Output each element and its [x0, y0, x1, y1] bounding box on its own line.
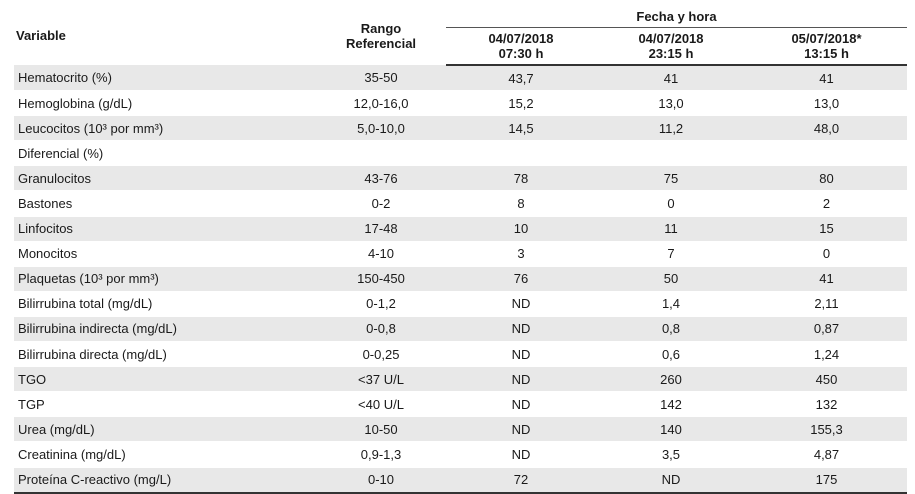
cell-variable: Bilirrubina directa (mg/dL): [14, 342, 316, 367]
cell-value-3: 2,11: [746, 291, 907, 316]
cell-value-3: 1,24: [746, 342, 907, 367]
cell-value-1: 8: [446, 191, 596, 216]
cell-value-2: 50: [596, 266, 746, 291]
cell-value-2: 0: [596, 191, 746, 216]
cell-value-2: 11: [596, 216, 746, 241]
header-variable: Variable: [14, 6, 316, 66]
cell-rango: 0-10: [316, 467, 446, 493]
table-row: [14, 116, 907, 141]
cell-value-1: 76: [446, 266, 596, 291]
lab-results-table: [14, 5, 907, 494]
header-date-1-time: 07:30 h: [498, 46, 544, 61]
cell-value-2: 260: [596, 367, 746, 392]
cell-rango: 150-450: [316, 266, 446, 291]
cell-value-3: 48,0: [746, 116, 907, 141]
cell-value-1: ND: [446, 442, 596, 467]
table-row: [14, 266, 907, 291]
header-rango-line2: Referencial: [345, 35, 417, 51]
cell-value-3: 155,3: [746, 417, 907, 442]
cell-rango: 0-0,8: [316, 316, 446, 341]
cell-rango: 4-10: [316, 241, 446, 266]
cell-value-3: 80: [746, 166, 907, 191]
cell-value-3: [746, 141, 907, 166]
cell-value-3: 15: [746, 216, 907, 241]
table-row: [14, 291, 907, 316]
cell-value-2: 41: [596, 65, 746, 91]
cell-value-1: 10: [446, 216, 596, 241]
cell-value-2: 75: [596, 166, 746, 191]
header-rango-line1: Rango: [360, 20, 402, 36]
cell-value-3: 0,87: [746, 316, 907, 341]
cell-value-3: 4,87: [746, 442, 907, 467]
cell-variable: Bilirrubina indirecta (mg/dL): [14, 316, 316, 341]
cell-value-1: 3: [446, 241, 596, 266]
cell-value-1: 43,7: [446, 65, 596, 91]
cell-value-1: ND: [446, 316, 596, 341]
cell-rango: 12,0-16,0: [316, 91, 446, 116]
cell-rango: 43-76: [316, 166, 446, 191]
cell-value-3: 2: [746, 191, 907, 216]
table-header: [14, 6, 907, 66]
cell-rango: <37 U/L: [316, 367, 446, 392]
header-date-2-date: 04/07/2018: [638, 31, 704, 46]
cell-value-2: 1,4: [596, 291, 746, 316]
cell-value-2: 140: [596, 417, 746, 442]
cell-variable: TGP: [14, 392, 316, 417]
header-fecha-hora: Fecha y hora: [446, 6, 907, 28]
cell-value-1: ND: [446, 367, 596, 392]
cell-variable: TGO: [14, 367, 316, 392]
cell-variable: Creatinina (mg/dL): [14, 442, 316, 467]
table-row: [14, 141, 907, 166]
table-row: [14, 241, 907, 266]
cell-value-3: 41: [746, 266, 907, 291]
cell-variable: Monocitos: [14, 241, 316, 266]
cell-value-1: ND: [446, 417, 596, 442]
cell-value-3: 175: [746, 467, 907, 493]
cell-value-2: 142: [596, 392, 746, 417]
cell-variable: Bastones: [14, 191, 316, 216]
table-row: [14, 417, 907, 442]
table-row: [14, 467, 907, 493]
cell-rango: 35-50: [316, 65, 446, 91]
cell-value-3: 450: [746, 367, 907, 392]
cell-rango: 10-50: [316, 417, 446, 442]
header-date-2: [596, 28, 746, 66]
table-row: [14, 65, 907, 91]
cell-rango: 5,0-10,0: [316, 116, 446, 141]
cell-variable: Proteína C-reactivo (mg/L): [14, 467, 316, 493]
table-row: [14, 166, 907, 191]
cell-variable: Leucocitos (10³ por mm³): [14, 116, 316, 141]
cell-value-3: 41: [746, 65, 907, 91]
cell-value-1: ND: [446, 392, 596, 417]
cell-value-2: 0,8: [596, 316, 746, 341]
cell-value-1: ND: [446, 342, 596, 367]
cell-variable: Bilirrubina total (mg/dL): [14, 291, 316, 316]
cell-value-3: 0: [746, 241, 907, 266]
cell-variable: Diferencial (%): [14, 141, 316, 166]
cell-value-2: [596, 141, 746, 166]
header-date-2-time: 23:15 h: [648, 46, 694, 61]
table-row: [14, 216, 907, 241]
table-row: [14, 442, 907, 467]
header-date-3: [746, 28, 907, 66]
cell-value-3: 13,0: [746, 91, 907, 116]
cell-value-1: 72: [446, 467, 596, 493]
cell-value-1: 14,5: [446, 116, 596, 141]
header-date-3-time: 13:15 h: [804, 46, 849, 61]
cell-value-1: 15,2: [446, 91, 596, 116]
cell-rango: [316, 141, 446, 166]
cell-value-1: ND: [446, 291, 596, 316]
table-row: [14, 392, 907, 417]
cell-variable: Plaquetas (10³ por mm³): [14, 266, 316, 291]
cell-variable: Hemoglobina (g/dL): [14, 91, 316, 116]
header-date-3-date: 05/07/2018*: [791, 31, 862, 46]
cell-rango: 0-1,2: [316, 291, 446, 316]
cell-variable: Hematocrito (%): [14, 65, 316, 91]
cell-rango: 0-2: [316, 191, 446, 216]
cell-rango: <40 U/L: [316, 392, 446, 417]
table-row: [14, 367, 907, 392]
cell-value-2: 3,5: [596, 442, 746, 467]
cell-value-1: 78: [446, 166, 596, 191]
table-row: [14, 191, 907, 216]
header-date-1: [446, 28, 596, 66]
cell-rango: 17-48: [316, 216, 446, 241]
header-rango: [316, 6, 446, 66]
cell-value-2: 13,0: [596, 91, 746, 116]
cell-value-2: 0,6: [596, 342, 746, 367]
cell-value-2: 11,2: [596, 116, 746, 141]
cell-variable: Urea (mg/dL): [14, 417, 316, 442]
cell-rango: 0,9-1,3: [316, 442, 446, 467]
table-row: [14, 342, 907, 367]
header-date-1-date: 04/07/2018: [488, 31, 554, 46]
cell-value-2: ND: [596, 467, 746, 493]
cell-variable: Granulocitos: [14, 166, 316, 191]
table-row: [14, 91, 907, 116]
cell-value-3: 132: [746, 392, 907, 417]
cell-value-2: 7: [596, 241, 746, 266]
table-body: [14, 65, 907, 493]
cell-variable: Linfocitos: [14, 216, 316, 241]
cell-value-1: [446, 141, 596, 166]
cell-rango: 0-0,25: [316, 342, 446, 367]
table-row: [14, 316, 907, 341]
